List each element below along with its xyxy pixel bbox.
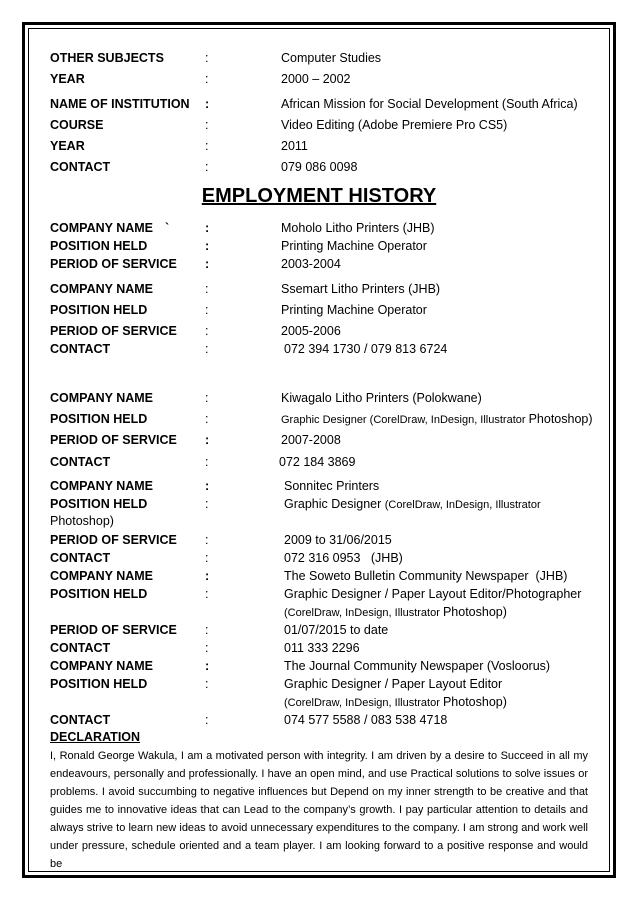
field-label: CONTACT [50,160,111,174]
colon: : [205,282,209,296]
field-value: 072 394 1730 / 079 813 6724 [284,342,448,356]
field-label: CONTACT [50,342,111,356]
field-label: COMPANY NAME [50,221,154,235]
field-value: Ssemart Litho Printers (JHB) [281,282,441,296]
field-label: POSITION HELD [50,587,148,601]
colon: : [205,72,209,86]
field-value: 2005-2006 [281,324,341,338]
position-text: Photoshop) [442,695,507,709]
colon: : [205,569,210,583]
colon: : [205,118,209,132]
field-value [284,604,507,621]
field-label: CONTACT [50,551,111,565]
field-value: Kiwagalo Litho Printers (Polokwane) [281,391,482,405]
field-value: 2003-2004 [281,257,341,271]
colon: : [205,455,209,469]
colon: : [205,342,209,356]
colon: : [205,551,209,565]
field-label: COURSE [50,118,104,132]
colon: : [205,713,209,727]
field-value: Printing Machine Operator [281,303,427,317]
field-value: 074 577 5588 / 083 538 4718 [284,713,448,727]
field-value: 2007-2008 [281,433,341,447]
position-text: Photoshop) [528,412,593,426]
colon: : [205,479,210,493]
position-text: Photoshop) [442,605,507,619]
colon: : [205,324,209,338]
field-value: 01/07/2015 to date [284,623,389,637]
field-label: POSITION HELD [50,497,148,511]
field-value: African Mission for Social Development (South Africa) [281,97,578,111]
field-value [281,411,593,428]
declaration-text: I, Ronald George Wakula, I am a motivated person with integrity. I am driven by a desire to Succeed in all my endeavours, personally and professionally. I have an open mind, and use Practical solutions to solve issues or problems. I avoid succumbing to negative influences but Depend on my inner strength to be creative and that guides me to innovative ideas that can Lead to the company’s growth. I pay particular attention to details and always strive to learn new ideas to avoid unnecessary expenditures to the company. I am strong and work well under pressure, schedule oriented and a team player. I am looking forward to a positive response and would be [50,750,588,870]
field-value: 2011 [281,139,308,153]
field-label: COMPANY NAME [50,391,154,405]
field-label: POSITION HELD [50,412,148,426]
job4-position-wrap: Photoshop) [50,514,114,528]
position-text: Graphic Designer [284,497,385,511]
field-label: PERIOD OF SERVICE [50,533,177,547]
colon: : [205,257,210,271]
field-value [284,496,541,513]
position-text: (CorelDraw, InDesign, Illustrator [284,607,443,619]
field-label: PERIOD OF SERVICE [50,433,177,447]
field-label: NAME OF INSTITUTION [50,97,190,111]
field-label: COMPANY NAME [50,282,154,296]
field-label: COMPANY NAME [50,659,154,673]
field-label: PERIOD OF SERVICE [50,623,177,637]
field-value: Graphic Designer / Paper Layout Editor/Photographer [284,587,582,601]
field-value: 072 184 3869 [279,455,356,469]
field-value: The Journal Community Newspaper (Vosloorus) [284,659,551,673]
field-label: CONTACT [50,713,111,727]
colon: : [205,160,209,174]
colon: : [205,97,210,111]
colon: : [205,51,209,65]
colon: : [205,533,209,547]
field-label: POSITION HELD [50,303,148,317]
position-text: Graphic Designer (CorelDraw, InDesign, Illustrator [281,414,529,426]
field-value: 2009 to 31/06/2015 [284,533,392,547]
colon: : [205,623,209,637]
position-text: (CorelDraw, InDesign, Illustrator [284,697,443,709]
field-label: CONTACT [50,455,111,469]
field-label: OTHER SUBJECTS [50,51,164,65]
field-label: PERIOD OF SERVICE [50,324,177,338]
field-value: 2000 – 2002 [281,72,351,86]
field-label: PERIOD OF SERVICE [50,257,177,271]
field-value: Sonnitec Printers [284,479,380,493]
colon: : [205,641,209,655]
page-border-inner [28,28,610,872]
field-label: COMPANY NAME [50,569,154,583]
field-value: Graphic Designer / Paper Layout Editor [284,677,503,691]
field-value: Computer Studies [281,51,382,65]
field-value [284,694,507,711]
stray-backtick: ` [165,221,170,235]
declaration-title: DECLARATION [50,730,141,744]
field-value: Printing Machine Operator [281,239,427,253]
colon: : [205,139,209,153]
colon: : [205,433,210,447]
field-label: POSITION HELD [50,239,148,253]
field-label: CONTACT [50,641,111,655]
colon: : [205,412,209,426]
colon: : [205,239,210,253]
field-value: 079 086 0098 [281,160,358,174]
field-value: 072 316 0953 (JHB) [284,551,403,565]
field-value: 011 333 2296 [284,641,360,655]
field-label: YEAR [50,72,85,86]
colon: : [205,391,209,405]
field-label: COMPANY NAME [50,479,154,493]
colon: : [205,587,209,601]
colon: : [205,497,209,511]
colon: : [205,659,210,673]
field-label: YEAR [50,139,85,153]
field-value: The Soweto Bulletin Community Newspaper (JHB) [284,569,568,583]
field-value: Moholo Litho Printers (JHB) [281,221,435,235]
field-label: POSITION HELD [50,677,148,691]
employment-history-heading: EMPLOYMENT HISTORY [201,185,437,207]
colon: : [205,303,209,317]
colon: : [205,677,209,691]
position-text: (CorelDraw, InDesign, Illustrator [384,499,541,511]
field-value: Video Editing (Adobe Premiere Pro CS5) [281,118,508,132]
colon: : [205,221,210,235]
